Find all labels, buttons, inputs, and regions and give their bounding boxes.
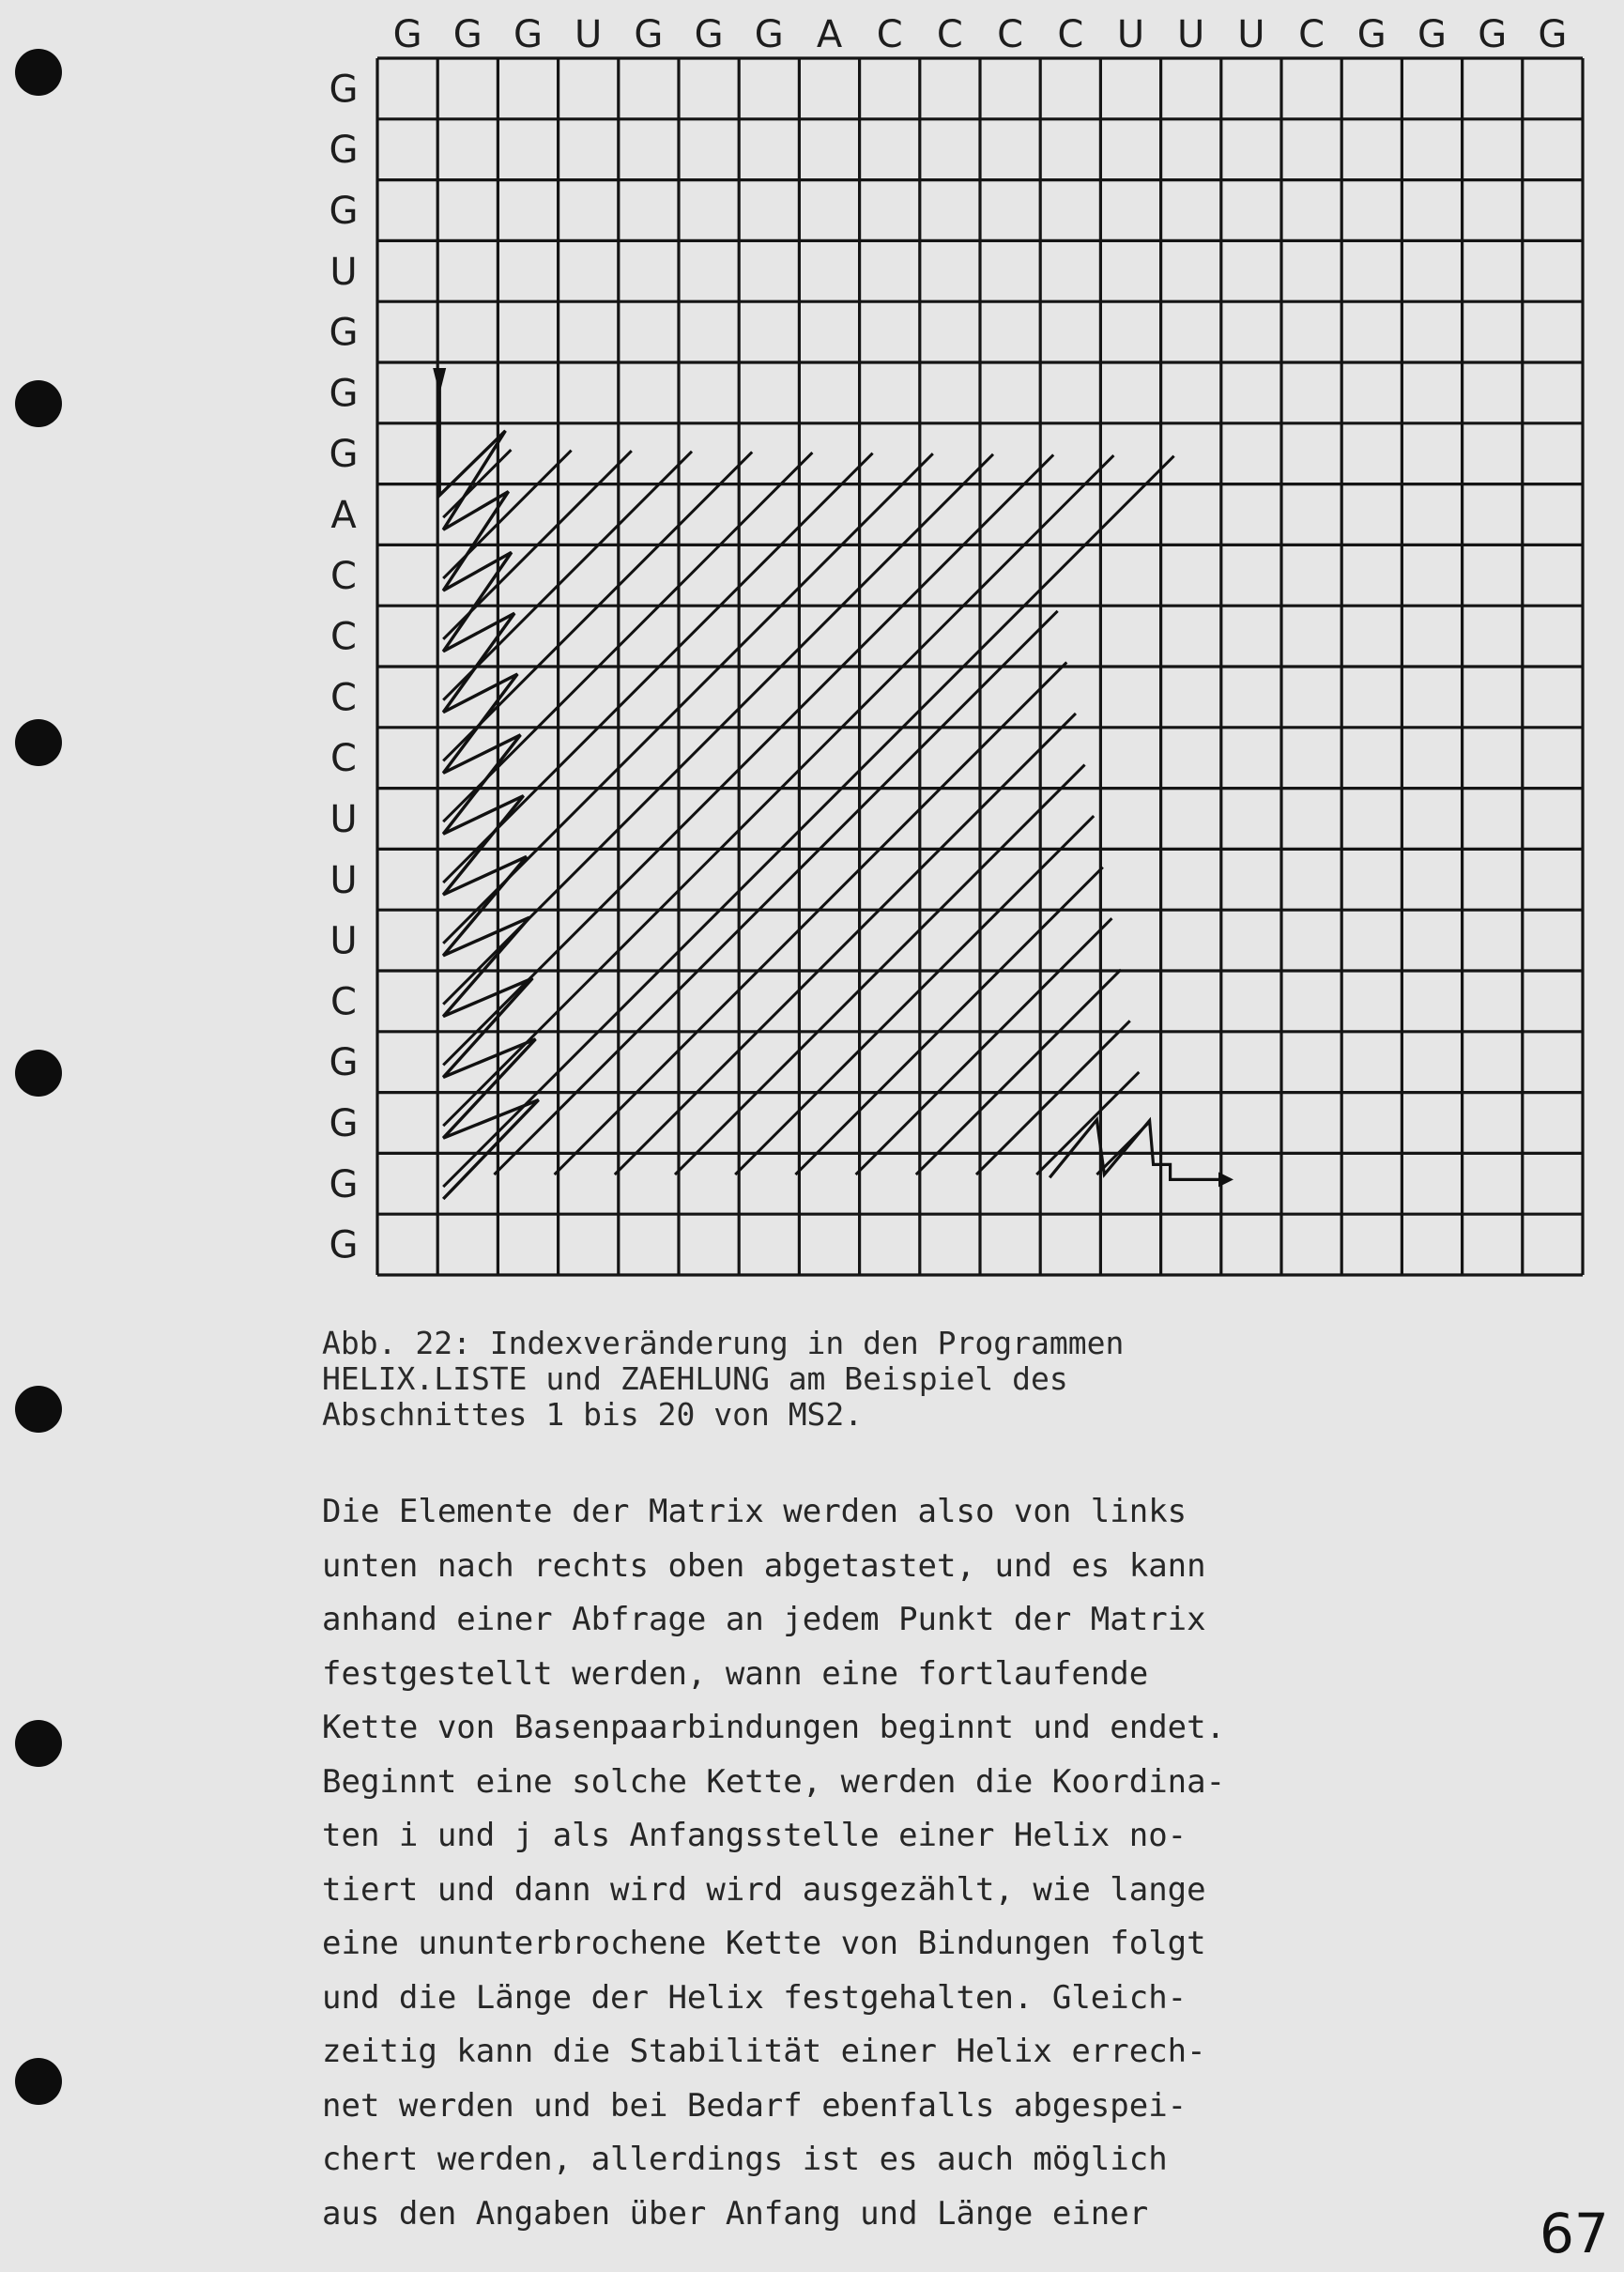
top-base-label: G [754,13,784,56]
left-base-label: A [330,494,357,537]
page-number: 67 [1540,2202,1609,2265]
scan-diagonal [916,970,1121,1174]
top-base-label: G [694,13,724,56]
top-base-label: A [816,13,843,56]
scan-diagonal [976,1021,1130,1174]
left-base-label: C [330,615,357,659]
left-base-label: G [329,311,359,355]
left-base-label: U [329,798,358,841]
left-base-label: C [330,980,357,1024]
binder-hole [15,2058,62,2105]
left-base-label: G [329,1041,359,1085]
body-paragraph: Die Elemente der Matrix werden also von links unten nach rechts oben abgetastet, und es kann anhand einer Abfrage an jedem Punkt der Matrix festgestellt werden, wann eine fortlaufende Kette von Basenpaarbindungen beginnt und endet. Beginnt eine solche Kette, werden die Koordina- ten i und j als Anfangsstelle einer Helix no- tiert und dann wird wird ausgezählt, wie lange eine ununterbrochene Kette von Bindungen folgt und die Länge der Helix festgehalten. Gleich- zeitig kann die Stabilität einer Helix errech- net werden und bei Bedarf ebenfalls abgespei- chert werden, allerdings ist es auch möglich aus den Angaben über Anfang und Länge einer [322,1493,1226,2233]
left-base-label: C [330,737,357,781]
scan-diagonal [443,454,993,1005]
top-base-label: G [1356,13,1387,56]
left-base-label: G [329,1162,359,1206]
top-base-label: U [1116,13,1145,56]
binder-hole [15,1720,62,1767]
top-base-label: G [452,13,483,56]
scan-diagonal [1036,1072,1139,1174]
top-base-label: G [392,13,422,56]
left-sequence-labels [329,68,359,1266]
left-base-label: G [329,190,359,233]
top-base-label: G [634,13,664,56]
top-base-label: U [1177,13,1205,56]
left-base-label: G [329,372,359,416]
scan-start-arrowhead [433,368,446,394]
left-base-label: C [330,554,357,598]
left-base-label: U [329,250,358,294]
binder-hole [15,1386,62,1433]
top-base-label: C [876,13,903,56]
top-base-label: C [997,13,1024,56]
figure-caption: Abb. 22: Indexveränderung in den Programmen HELIX.LISTE und ZAEHLUNG am Beispiel des Abschnittes 1 bis 20 von MS2. [322,1325,1125,1433]
scan-diagonal [615,714,1076,1174]
left-base-label: U [329,858,358,902]
left-base-label: G [329,433,359,477]
left-base-label: G [329,1223,359,1267]
scan-diagonal [443,456,1173,1187]
scan-diagonal [795,867,1102,1174]
left-base-label: G [329,1102,359,1145]
top-base-label: G [1417,13,1447,56]
top-base-label: G [1538,13,1568,56]
scan-path [433,368,1231,1199]
left-base-label: C [330,676,357,720]
top-base-label: U [575,13,603,56]
top-base-label: C [1057,13,1084,56]
top-base-label: U [1237,13,1265,56]
scan-zigzag-upper [439,381,539,1199]
top-base-label: G [513,13,543,56]
scan-end-arrow [1049,1120,1231,1180]
scan-diagonal [443,452,692,700]
top-base-label: C [936,13,963,56]
top-base-label: G [1478,13,1508,56]
top-sequence-labels [393,13,1568,56]
scan-diagonal [494,611,1057,1174]
left-base-label: U [329,919,358,963]
left-base-label: G [329,129,359,173]
left-base-label: G [329,68,359,112]
scan-diagonal [443,455,1113,1126]
top-base-label: C [1298,13,1325,56]
matrix-grid [377,58,1583,1275]
